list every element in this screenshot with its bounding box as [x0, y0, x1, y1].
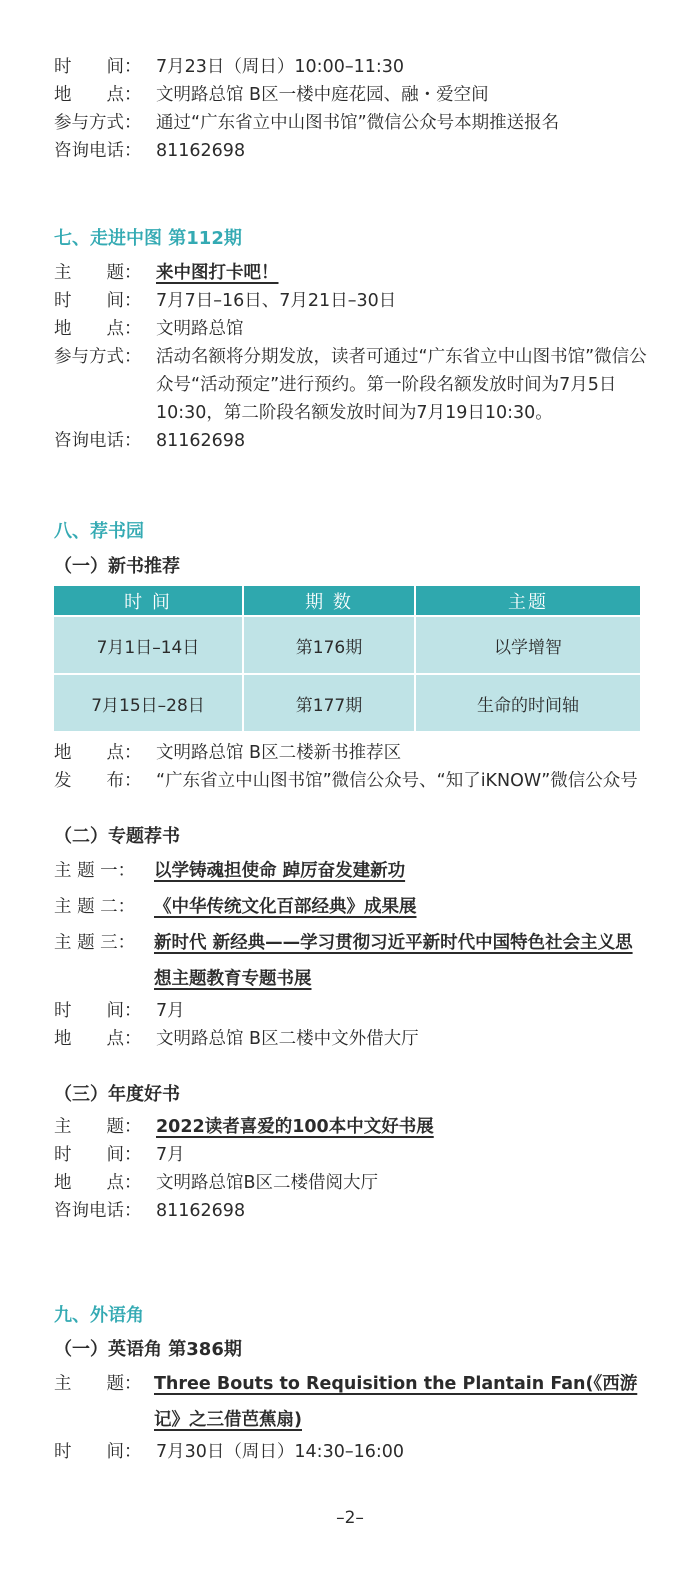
place-label: 地 点： [54, 1173, 142, 1193]
section-7-heading: 七、走进中图 第112期 [54, 228, 242, 249]
s7-phone-row [54, 427, 648, 455]
s8-sub3-heading: （三）年度好书 [54, 1084, 180, 1105]
method-value: 通过“广东省立中山图书馆”微信公众号本期推送报名 [156, 113, 560, 133]
s7-place-row [54, 315, 648, 343]
phone-value: 81162698 [156, 431, 246, 451]
new-books-table [54, 586, 640, 731]
method-value: 活动名额将分期发放，读者可通过“广东省立中山图书馆”微信公众号“活动预定”进行预约。第一阶段名额发放时间为7月5日10:30，第二阶段名额发放时间为7月19日10:30。 [156, 347, 647, 423]
topic2-row [54, 889, 648, 925]
event6-time-row [54, 53, 648, 81]
phone-label: 咨询电话： [54, 1201, 142, 1221]
event6-method-row [54, 109, 648, 137]
topic2-value: 《中华传统文化百部经典》成果展 [154, 897, 417, 917]
s8-sub3-time-row [54, 1141, 648, 1169]
table-header-row [54, 586, 640, 616]
place-value: 文明路总馆 B区二楼中文外借大厅 [156, 1029, 419, 1049]
s9-time-row [54, 1438, 648, 1466]
publish-label: 发 布： [54, 771, 142, 791]
event6-phone-row [54, 137, 648, 165]
topic3-value: 新时代 新经典——学习贯彻习近平新时代中国特色社会主义思想主题教育专题书展 [154, 933, 633, 989]
time-label: 时 间： [54, 291, 142, 311]
section-7 [54, 225, 648, 455]
theme-label: 主 题： [54, 1117, 142, 1137]
s7-theme-row [54, 259, 648, 287]
s8-sub2-heading: （二）专题荐书 [54, 826, 180, 847]
place-value: 文明路总馆 [156, 319, 244, 339]
topic3-row [54, 925, 648, 997]
time-label: 时 间： [54, 1001, 142, 1021]
section-9-heading: 九、外语角 [54, 1305, 144, 1326]
table-cell: 生命的时间轴 [415, 674, 640, 731]
s8-place-row [54, 739, 648, 767]
place-label: 地 点： [54, 319, 142, 339]
event6-place-row [54, 81, 648, 109]
s7-method-row [54, 343, 648, 427]
theme-value: 来中图打卡吧！ [156, 263, 279, 283]
time-value: 7月23日（周日）10:00–11:30 [156, 57, 405, 77]
section-9 [54, 1302, 648, 1466]
method-label: 参与方式： [54, 347, 142, 367]
table-header-issue: 期 数 [243, 586, 415, 616]
event6-details [54, 53, 648, 165]
table-cell: 以学增智 [415, 616, 640, 674]
s8-sub3-place-row [54, 1169, 648, 1197]
time-label: 时 间： [54, 1145, 142, 1165]
page-number: –2– [336, 1508, 364, 1528]
theme-value: 2022读者喜爱的100本中文好书展 [156, 1117, 434, 1137]
table-cell: 7月1日–14日 [54, 616, 243, 674]
s9-theme-row [54, 1366, 648, 1438]
time-value: 7月30日（周日）14:30–16:00 [156, 1442, 405, 1462]
topic1-label: 主 题 一： [54, 861, 136, 881]
method-label: 参与方式： [54, 113, 142, 133]
table-row [54, 616, 640, 674]
s8-sub3-phone-row [54, 1197, 648, 1225]
s7-time-row [54, 287, 648, 315]
time-value: 7月 [156, 1001, 185, 1021]
table-cell: 第176期 [243, 616, 415, 674]
phone-label: 咨询电话： [54, 431, 142, 451]
table-cell: 7月15日–28日 [54, 674, 243, 731]
place-label: 地 点： [54, 743, 142, 763]
place-value: 文明路总馆 B区二楼新书推荐区 [156, 743, 402, 763]
place-label: 地 点： [54, 85, 142, 105]
topic3-label: 主 题 三： [54, 933, 136, 953]
table-header-theme: 主题 [415, 586, 640, 616]
s8-sub2-place-row [54, 1025, 648, 1053]
time-value: 7月7日–16日、7月21日–30日 [156, 291, 397, 311]
time-label: 时 间： [54, 1442, 142, 1462]
phone-label: 咨询电话： [54, 141, 142, 161]
s8-sub2-time-row [54, 997, 648, 1025]
time-value: 7月 [156, 1145, 185, 1165]
s8-publish-row [54, 767, 648, 795]
time-label: 时 间： [54, 57, 142, 77]
place-value: 文明路总馆B区二楼借阅大厅 [156, 1173, 379, 1193]
topic1-value: 以学铸魂担使命 踔厉奋发建新功 [154, 861, 406, 881]
topic1-row [54, 853, 648, 889]
publish-value: “广东省立中山图书馆”微信公众号、“知了iKNOW”微信公众号 [156, 771, 638, 791]
s9-sub1-heading: （一）英语角 第386期 [54, 1339, 242, 1360]
theme-value: Three Bouts to Requisition the Plantain Fan(《西游记》之三借芭蕉扇) [154, 1374, 638, 1430]
table-row [54, 674, 640, 731]
topic2-label: 主 题 二： [54, 897, 136, 917]
phone-value: 81162698 [156, 141, 246, 161]
phone-value: 81162698 [156, 1201, 246, 1221]
section-8 [54, 518, 648, 1225]
table-header-time: 时 间 [54, 586, 243, 616]
s8-sub3-theme-row [54, 1113, 648, 1141]
theme-label: 主 题： [54, 263, 142, 283]
s8-sub1-heading: （一）新书推荐 [54, 556, 180, 577]
table-cell: 第177期 [243, 674, 415, 731]
section-8-heading: 八、荐书园 [54, 521, 144, 542]
place-label: 地 点： [54, 1029, 142, 1049]
theme-label: 主 题： [54, 1374, 142, 1394]
place-value: 文明路总馆 B区一楼中庭花园、融・爱空间 [156, 85, 489, 105]
